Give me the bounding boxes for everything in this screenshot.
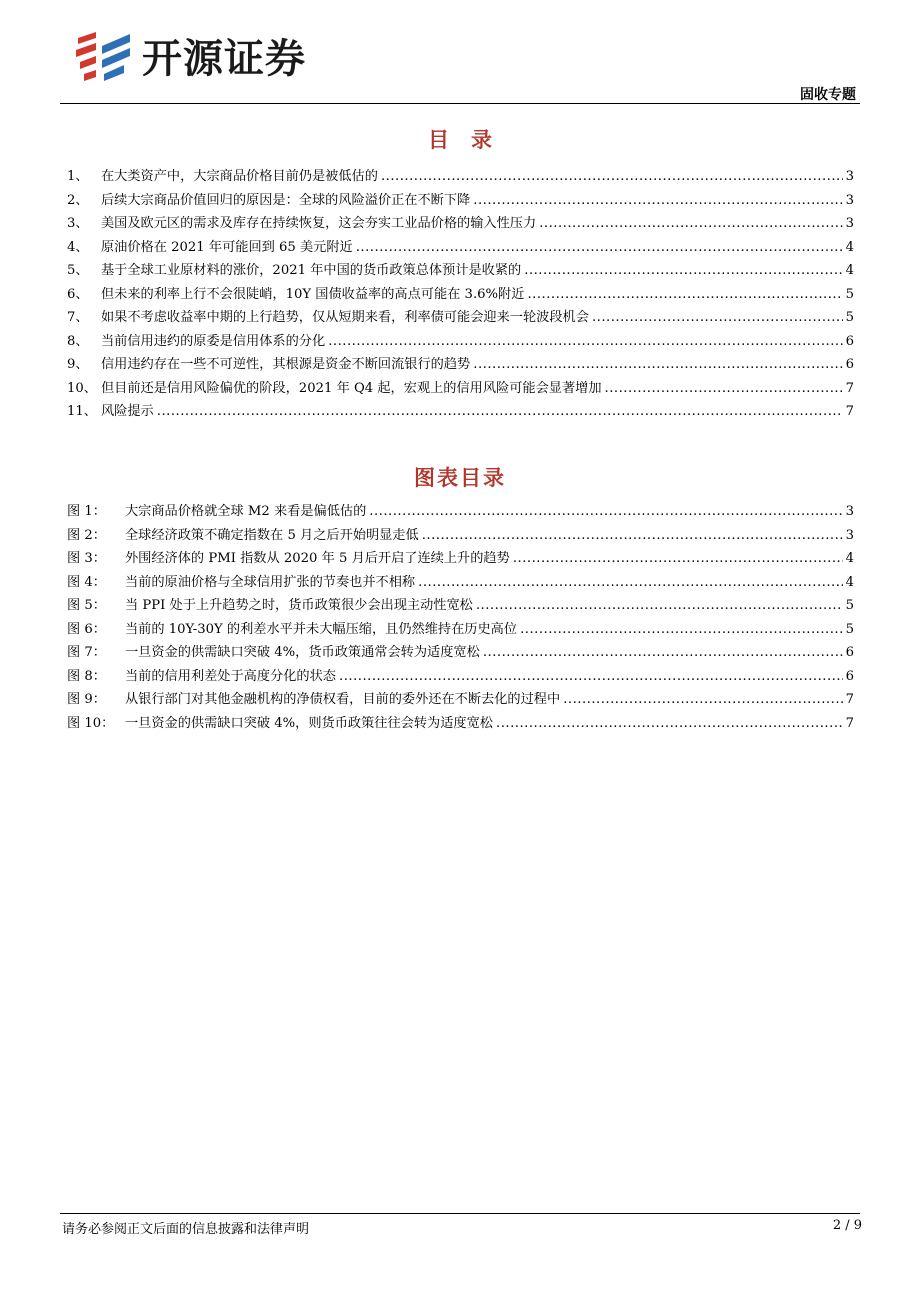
- toc-entry-number: 5、: [67, 263, 89, 278]
- figure-entry-number: 图 10：: [67, 715, 115, 731]
- toc-entry-page[interactable]: 4: [845, 239, 854, 255]
- toc-entry-number: 4、: [67, 239, 89, 255]
- figure-entry-page[interactable]: 6: [845, 645, 854, 660]
- toc-entry-page[interactable]: 4: [845, 263, 854, 278]
- toc-entry-label[interactable]: 风险提示: [101, 404, 154, 419]
- toc-entry[interactable]: [67, 165, 854, 189]
- figure-entry-label[interactable]: 当 PPI 处于上升趋势之时，货币政策很少会出现主动性宽松: [125, 598, 473, 613]
- dot-leader: [422, 528, 843, 543]
- footer-divider: [60, 1213, 860, 1214]
- toc-entry-label[interactable]: 美国及欧元区的需求及库存在持续恢复，这会夯实工业品价格的输入性压力: [101, 216, 537, 231]
- toc-entry-label[interactable]: 但未来的利率上行不会很陡峭，10Y 国债收益率的高点可能在 3.6%附近: [101, 286, 525, 302]
- toc-entry-number: 1、: [67, 169, 89, 184]
- toc-entry-page[interactable]: 3: [845, 216, 854, 231]
- footer-disclaimer: 请务必参阅正文后面的信息披露和法律声明: [62, 1222, 310, 1237]
- figure-entry-page[interactable]: 5: [845, 621, 854, 637]
- toc-entry[interactable]: [67, 236, 854, 260]
- toc-entry-page[interactable]: 6: [845, 357, 854, 372]
- toc-entry-label[interactable]: 在大类资产中，大宗商品价格目前仍是被低估的: [101, 169, 378, 184]
- figure-entry-number: 图 7：: [67, 645, 106, 660]
- figure-entry-number: 图 9：: [67, 692, 106, 707]
- toc-entry[interactable]: [67, 353, 854, 377]
- figure-entry[interactable]: [67, 500, 854, 524]
- toc-entry[interactable]: [67, 283, 854, 307]
- figure-entry-label[interactable]: 当前的信用利差处于高度分化的状态: [125, 668, 336, 684]
- page-header: [60, 26, 860, 104]
- dot-leader: [520, 622, 843, 637]
- figure-entry-number: 图 1：: [67, 504, 106, 519]
- figure-entry[interactable]: [67, 641, 854, 665]
- figure-entry-number: 图 5：: [67, 598, 106, 613]
- figure-entry-label[interactable]: 一旦资金的供需缺口突破 4%，则货币政策往往会转为适度宽松: [125, 715, 493, 731]
- figure-entry-label[interactable]: 从银行部门对其他金融机构的净债权看，目前的委外还在不断去化的过程中: [125, 692, 561, 707]
- dot-leader: [563, 692, 842, 707]
- toc-entry-label[interactable]: 原油价格在 2021 年可能回到 65 美元附近: [101, 239, 353, 255]
- toc-entry-page[interactable]: 3: [845, 169, 854, 184]
- figure-entry[interactable]: [67, 618, 854, 642]
- figure-entry[interactable]: [67, 712, 854, 736]
- toc-entry[interactable]: [67, 259, 854, 283]
- toc-entry[interactable]: [67, 306, 854, 330]
- dot-leader: [473, 357, 842, 372]
- dot-leader: [473, 193, 842, 208]
- figure-entry-label[interactable]: 大宗商品价格就全球 M2 来看是偏低估的: [125, 504, 367, 519]
- dot-leader: [605, 381, 843, 396]
- toc-entry[interactable]: [67, 189, 854, 213]
- toc-entry-number: 11、: [67, 404, 97, 419]
- header-divider: [60, 103, 860, 104]
- figure-entry-page[interactable]: 5: [845, 598, 854, 613]
- figure-entry-page[interactable]: 4: [845, 574, 854, 590]
- figure-entry-page[interactable]: 4: [845, 551, 854, 566]
- toc-entry[interactable]: [67, 400, 854, 424]
- brand-mark-icon: [74, 28, 134, 82]
- figure-entry-label[interactable]: 外围经济体的 PMI 指数从 2020 年 5 月后开启了连续上升的趋势: [125, 551, 510, 566]
- dot-leader: [328, 334, 842, 349]
- toc-entry[interactable]: [67, 377, 854, 401]
- logo-text: 开源证券: [142, 35, 306, 82]
- toc-entry-number: 10、: [67, 380, 97, 396]
- figure-entry-number: 图 3：: [67, 551, 106, 566]
- figure-entry[interactable]: [67, 524, 854, 548]
- dot-leader: [527, 287, 842, 302]
- toc-entry-page[interactable]: 7: [845, 380, 854, 396]
- dot-leader: [369, 504, 842, 519]
- dot-leader: [513, 551, 843, 566]
- toc-entry-label[interactable]: 后续大宗商品价值回归的原因是：全球的风险溢价正在不断下降: [101, 192, 471, 208]
- toc-entry-page[interactable]: 5: [845, 310, 854, 325]
- figure-entry-page[interactable]: 7: [845, 692, 854, 707]
- toc-title: 目录: [428, 128, 514, 152]
- toc-entry-number: 8、: [67, 333, 89, 349]
- figure-entry-page[interactable]: 3: [845, 527, 854, 543]
- figure-list: [67, 500, 854, 735]
- dot-leader: [339, 669, 843, 684]
- toc-entry-number: 7、: [67, 310, 89, 325]
- toc-entry-number: 9、: [67, 357, 89, 372]
- figure-entry[interactable]: [67, 688, 854, 712]
- toc-entry[interactable]: [67, 212, 854, 236]
- toc-entry-page[interactable]: 5: [845, 286, 854, 302]
- toc-entry[interactable]: [67, 330, 854, 354]
- figure-entry-page[interactable]: 3: [845, 504, 854, 519]
- toc-list: [67, 165, 854, 424]
- dot-leader: [592, 310, 843, 325]
- dot-leader: [381, 169, 843, 184]
- toc-entry-page[interactable]: 7: [845, 404, 854, 419]
- page-number: 2 / 9: [832, 1218, 862, 1233]
- dot-leader: [483, 645, 843, 660]
- dot-leader: [356, 240, 843, 255]
- figure-entry-number: 图 8：: [67, 668, 106, 684]
- figure-entry-label[interactable]: 当前的原油价格与全球信用扩张的节奏也并不相称: [125, 574, 416, 590]
- dot-leader: [524, 263, 842, 278]
- figure-entry-number: 图 2：: [67, 527, 106, 543]
- toc-entry-number: 6、: [67, 286, 89, 302]
- figure-entry-label[interactable]: 一旦资金的供需缺口突破 4%，货币政策通常会转为适度宽松: [125, 645, 480, 660]
- figure-entry-page[interactable]: 7: [845, 715, 854, 731]
- figure-entry[interactable]: [67, 571, 854, 595]
- toc-entry-page[interactable]: 6: [845, 333, 854, 349]
- dot-leader: [496, 716, 843, 731]
- figure-entry[interactable]: [67, 665, 854, 689]
- toc-entry-label[interactable]: 基于全球工业原材料的涨价，2021 年中国的货币政策总体预计是收紧的: [101, 263, 522, 278]
- toc-entry-label[interactable]: 如果不考虑收益率中期的上行趋势，仅从短期来看，利率债可能会迎来一轮波段机会: [101, 310, 589, 325]
- figure-list-title: 图表目录: [414, 466, 506, 490]
- figure-entry-page[interactable]: 6: [845, 668, 854, 684]
- toc-entry-page[interactable]: 3: [845, 192, 854, 208]
- dot-leader: [418, 575, 842, 590]
- figure-entry-label[interactable]: 全球经济政策不确定指数在 5 月之后开始明显走低: [125, 527, 419, 543]
- dot-leader: [476, 598, 843, 613]
- figure-entry-number: 图 4：: [67, 574, 106, 590]
- toc-entry-label[interactable]: 当前信用违约的原委是信用体系的分化: [101, 333, 326, 349]
- toc-entry-number: 3、: [67, 216, 89, 231]
- toc-entry-label[interactable]: 信用违约存在一些不可逆性，其根源是资金不断回流银行的趋势: [101, 357, 471, 372]
- figure-entry-label[interactable]: 当前的 10Y-30Y 的利差水平并未大幅压缩，且仍然维持在历史高位: [125, 621, 518, 637]
- report-category: 固收专题: [800, 87, 856, 103]
- dot-leader: [539, 216, 842, 231]
- toc-entry-number: 2、: [67, 192, 89, 208]
- dot-leader: [157, 404, 843, 419]
- figure-entry[interactable]: [67, 594, 854, 618]
- company-logo: [74, 28, 306, 82]
- toc-entry-label[interactable]: 但目前还是信用风险偏优的阶段，2021 年 Q4 起，宏观上的信用风险可能会显著增加: [101, 380, 602, 396]
- figure-entry[interactable]: [67, 547, 854, 571]
- figure-entry-number: 图 6：: [67, 621, 106, 637]
